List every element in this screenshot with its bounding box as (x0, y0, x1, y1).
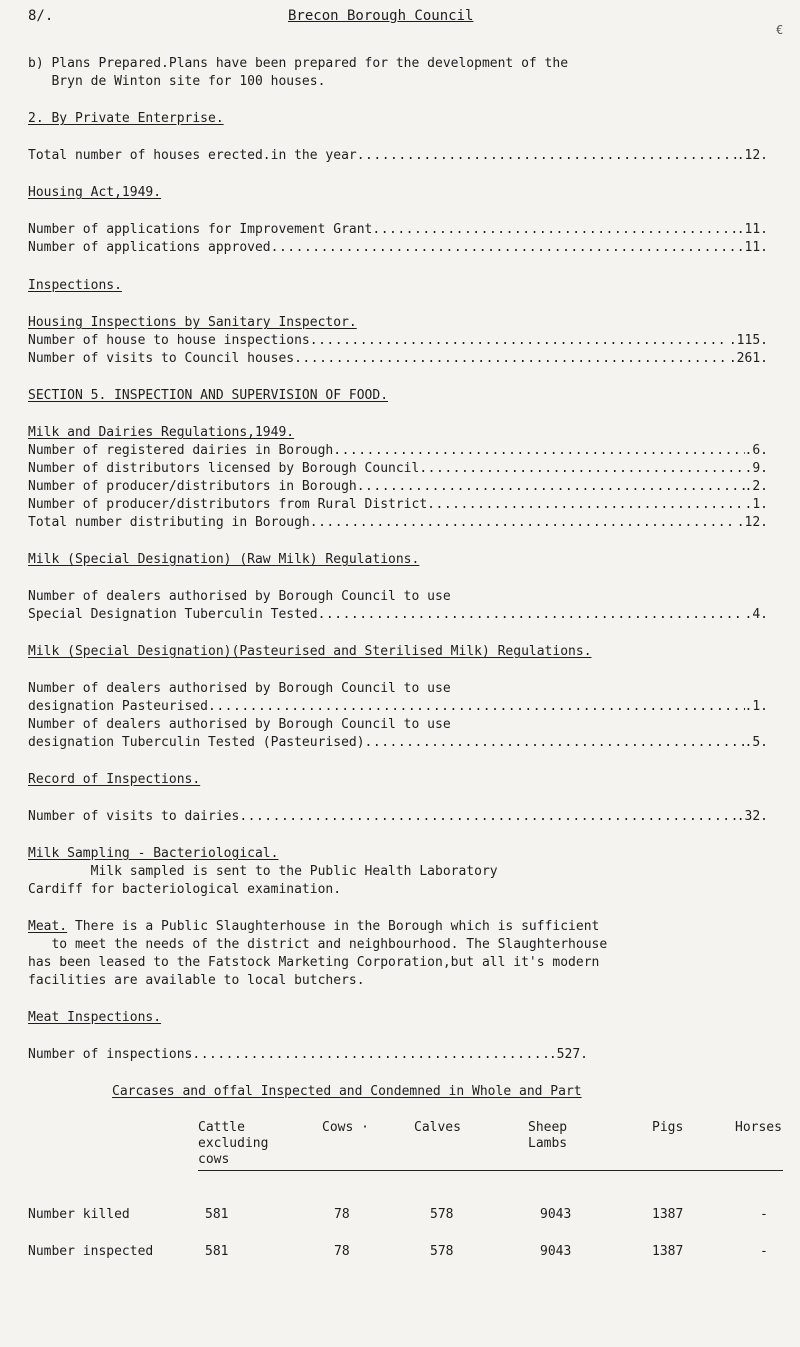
registered-dairies-row (28, 443, 768, 459)
meat-paragraph-line-4: facilities are available to local butchers. (28, 973, 365, 988)
housing-inspections-subheading: Housing Inspections by Sanitary Inspector. (28, 315, 357, 330)
row-value: .5. (744, 735, 768, 750)
row-value: .1. (744, 497, 768, 512)
row-value: .1. (744, 699, 768, 714)
milk-dairies-heading: Milk and Dairies Regulations,1949. (28, 425, 295, 440)
margin-mark: € (776, 23, 784, 37)
row-value: .6. (744, 443, 768, 458)
cell-inspected-cattle: 581 (205, 1244, 229, 1259)
column-header-horses: Horses (735, 1120, 782, 1135)
plans-line-2: Bryn de Winton site for 100 houses. (28, 74, 326, 89)
sampling-heading: Milk Sampling - Bacteriological. (28, 846, 279, 861)
row-label: designation Tuberculin Tested (Pasteurised) (28, 735, 365, 750)
row-value: .2. (744, 479, 768, 494)
row-label: Number of applications approved (28, 240, 271, 255)
column-header-calves: Calves (414, 1120, 461, 1135)
row-value: .12. (736, 515, 768, 530)
row-value: .11. (736, 222, 768, 237)
raw-milk-heading: Milk (Special Designation) (Raw Milk) Regulations. (28, 552, 420, 567)
cell-inspected-cows: 78 (334, 1244, 350, 1259)
house-to-house-row (28, 333, 768, 349)
cell-inspected-sheep: 9043 (540, 1244, 572, 1259)
housing-act-heading: Housing Act,1949. (28, 185, 162, 200)
row-value: .527. (548, 1047, 588, 1062)
producer-distributors-row (28, 479, 768, 495)
cell-inspected-pigs: 1387 (652, 1244, 684, 1259)
cell-killed-cows: 78 (334, 1207, 350, 1222)
cell-inspected-horses: - (760, 1244, 768, 1259)
plans-line-1: b) Plans Prepared.Plans have been prepared for the development of the (28, 56, 569, 71)
row-value: .11. (736, 240, 768, 255)
row-value: .4. (744, 607, 768, 622)
row-label: Number of applications for Improvement Grant (28, 222, 373, 237)
cell-killed-calves: 578 (430, 1207, 454, 1222)
column-header-pigs: Pigs (652, 1120, 684, 1135)
row-label: Number of distributors licensed by Borough Council (28, 461, 420, 476)
cell-killed-cattle: 581 (205, 1207, 229, 1222)
meat-paragraph-line-1 (28, 919, 599, 935)
row-label: Number of inspections (28, 1047, 193, 1062)
meat-inspections-heading: Meat Inspections. (28, 1010, 162, 1025)
pasteurised-row (28, 699, 768, 715)
column-header-cattle: Cattle excluding cows (198, 1120, 269, 1167)
row-value: .32. (736, 809, 768, 824)
cell-killed-pigs: 1387 (652, 1207, 684, 1222)
carcases-heading: Carcases and offal Inspected and Condemned in Whole and Part (112, 1084, 582, 1099)
council-visits-row (28, 351, 768, 367)
rural-district-row (28, 497, 768, 513)
meat-paragraph-line-3: has been leased to the Fatstock Marketing Corporation,but all it's modern (28, 955, 600, 970)
total-distributing-row (28, 515, 768, 531)
row-value: .115. (728, 333, 768, 348)
tt-pasteurised-row (28, 735, 768, 751)
cell-killed-horses: - (760, 1207, 768, 1222)
applications-approved-row (28, 240, 768, 256)
pasteurised-line-1: Number of dealers authorised by Borough Council to use (28, 681, 451, 696)
table-header-rule (198, 1170, 783, 1171)
cell-killed-sheep: 9043 (540, 1207, 572, 1222)
raw-milk-line-1: Number of dealers authorised by Borough Council to use (28, 589, 451, 604)
page-header (28, 8, 768, 28)
row-label: Number of registered dairies in Borough (28, 443, 334, 458)
row-label: Number of house to house inspections (28, 333, 310, 348)
column-header-cows: Cows · (322, 1120, 369, 1135)
row-value: .9. (744, 461, 768, 476)
row-label-inspected: Number inspected (28, 1244, 154, 1259)
row-label: Total number distributing in Borough (28, 515, 310, 530)
distributors-licensed-row (28, 461, 768, 477)
record-heading: Record of Inspections. (28, 772, 201, 787)
sampling-line-1: Milk sampled is sent to the Public Health Laboratory (28, 864, 498, 879)
row-label: designation Pasteurised (28, 699, 209, 714)
meat-paragraph-line-2: to meet the needs of the district and neighbourhood. The Slaughterhouse (28, 937, 608, 952)
sampling-line-2: Cardiff for bacteriological examination. (28, 882, 342, 897)
tuberculin-tested-row (28, 607, 768, 623)
row-label: Total number of houses erected.in the year (28, 148, 357, 163)
row-label: Special Designation Tuberculin Tested (28, 607, 318, 622)
row-label: Number of producer/distributors from Rural District (28, 497, 428, 512)
council-title: Brecon Borough Council (288, 8, 474, 24)
meat-text-1: There is a Public Slaughterhouse in the Borough which is sufficient (67, 919, 600, 934)
row-label: Number of visits to dairies (28, 809, 240, 824)
houses-erected-row (28, 148, 768, 164)
page-number: 8/. (28, 8, 54, 24)
meat-heading: Meat. (28, 919, 68, 934)
pasteurised-milk-heading: Milk (Special Designation)(Pasteurised and Sterilised Milk) Regulations. (28, 644, 592, 659)
improvement-grant-row (28, 222, 768, 238)
column-header-sheep: Sheep Lambs (528, 1120, 568, 1151)
row-label: Number of producer/distributors in Borough (28, 479, 357, 494)
row-label: Number of visits to Council houses (28, 351, 295, 366)
cell-inspected-calves: 578 (430, 1244, 454, 1259)
row-label-killed: Number killed (28, 1207, 130, 1222)
private-enterprise-heading: 2. By Private Enterprise. (28, 111, 224, 126)
meat-inspections-row (28, 1047, 588, 1063)
row-value: .12. (736, 148, 768, 163)
dairy-visits-row (28, 809, 768, 825)
inspections-heading: Inspections. (28, 278, 122, 293)
pasteurised-line-2: Number of dealers authorised by Borough Council to use (28, 717, 451, 732)
section-5-heading: SECTION 5. INSPECTION AND SUPERVISION OF FOOD. (28, 388, 389, 403)
row-value: .261. (728, 351, 768, 366)
